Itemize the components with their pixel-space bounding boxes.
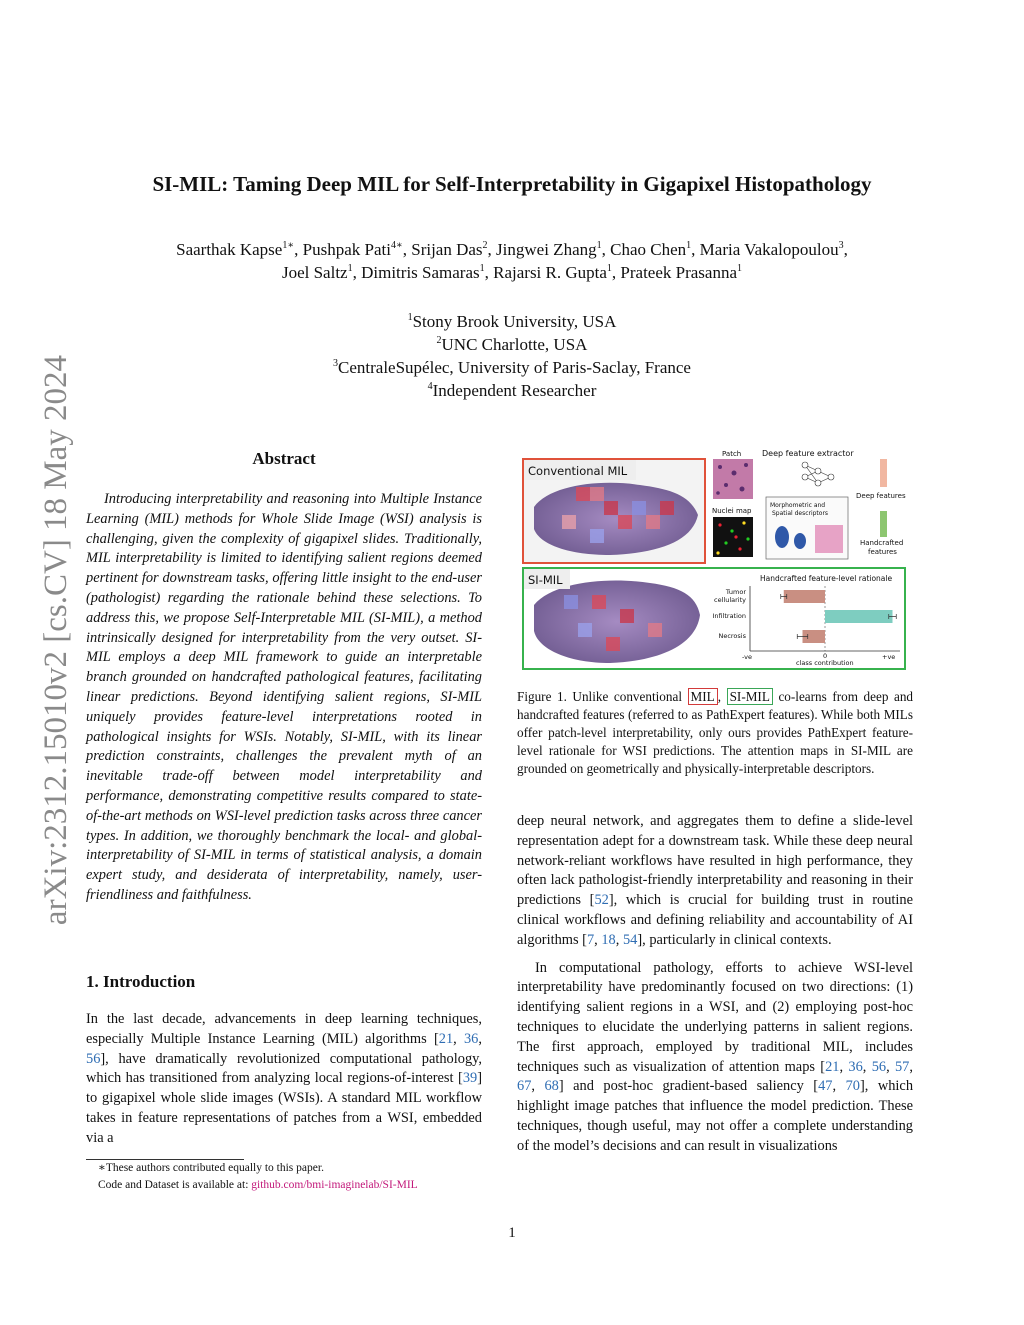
x-tick-zero: 0	[823, 652, 828, 660]
author: Pushpak Pati$^{4∗}$	[302, 240, 403, 259]
author: Prateek Prasanna$^1$	[620, 263, 743, 282]
chart-bars	[712, 588, 896, 643]
author: Saarthak Kapse$^{1∗}$	[176, 240, 295, 259]
page-number: 1	[508, 1225, 516, 1241]
x-tick-neg: -ve	[742, 653, 753, 661]
author: Jingwei Zhang$^1$	[496, 240, 602, 259]
citation-link[interactable]: 36	[463, 1030, 479, 1047]
paragraph: In computational pathology, efforts to achieve WSI-level interpretability have predominantly focused on two directions: (1) identifying salient regions in a WSI, and (2) employing post-hoc techniques to elucidate the underlying patterns in salient regions. The first approach, employed by traditional MIL, includes techniques such as visualization of attention maps [21, 36, 56, 57, 67, 68] and post-hoc gradient-based saliency [47, 70], which highlight image patches that influence the model prediction. These techniques, though useful, may not offer a complete understanding of the model’s decisions and can result in visualizations	[517, 959, 914, 1154]
citation-link[interactable]: 54	[622, 931, 638, 948]
affiliation: $^4$Independent Researcher	[427, 381, 597, 400]
handcrafted-label-1: Handcrafted	[860, 539, 904, 547]
nucleus-shape-icon	[775, 526, 789, 548]
citation-link[interactable]: 7	[586, 931, 595, 948]
introduction-text	[86, 1010, 482, 1149]
citation-link[interactable]: 21	[825, 1058, 840, 1075]
abstract-text: Introducing interpretability and reasoning into Multiple Instance Learning (MIL) methods for Whole Slide Image (WSI) analysis is challenging, given the complexity of gigapixel slides. Traditionally, MIL interpretability is limited to identifying salient regions deemed pertinent for downstream tasks, offering little insight to the end-user (pathologist) regarding the rationale behind these selections. To address this, we propose Self-Interpretable MIL (SI-MIL), a method intrinsically designed for interpretability from the very outset. SI-MIL employs a deep MIL framework to guide an interpretable branch grounded on handcrafted pathological features, facilitating linear predictions. Beyond identifying salient regions, SI-MIL uniquely provides feature-level interpretations rooted in pathological insights for WSIs. Notably, SI-MIL, with its linear prediction constraints, challenges the prevalent myth of an inevitable trade-off between model interpretability and performance, demonstrating competitive results compared to state-of-the-art methods on WSI-level prediction tasks across three cancer types. In addition, we thoroughly benchmark the local- and global-interpretability of SI-MIL in terms of statistical analysis, a domain expert study, and desiderata of interpretability, namely, user-friendliness and faithfulness.	[86, 491, 482, 903]
figure-caption: Figure 1. Unlike conventional MIL , SI-MIL co-learns from deep and handcrafted features (referred to as PathExpert features). While both MILs offer patch-level interpretability, only ours provides PathExpert feature-level rationale for WSI predictions. The attention maps in SI-MIL are grounded on geometrically and physically-interpretable descriptors.	[517, 689, 914, 776]
right-column-text	[517, 812, 913, 1157]
bar-tumor-cellularity	[784, 590, 825, 603]
deep-features-label: Deep features	[856, 492, 906, 500]
conventional-mil-label: Conventional MIL	[528, 464, 628, 478]
introduction-heading: 1. Introduction	[86, 972, 196, 991]
nuclei-map-label: Nuclei map	[712, 507, 752, 515]
author-list	[0, 238, 1024, 284]
footnote-equal-contribution: ∗These authors contributed equally to this paper.	[98, 1162, 324, 1174]
paragraph: deep neural network, and aggregates them to define a slide-level representation adept for a downstream task. While these deep neural network-reliant workflows have resulted in high performance, they often lack pathologist-friendly interpretability and reasoning in their predictions [52], which is crucial for building trust in routine clinical workflows and defining reliability and accountability of AI algorithms [7, 18, 54], particularly in clinical contexts.	[517, 813, 913, 948]
figure-1	[520, 445, 910, 673]
spatial-graph-image	[815, 525, 843, 553]
author: Srijan Das$^2$	[411, 240, 488, 259]
paragraph: In the last decade, advancements in deep learning techniques, especially Multiple Instance Learning (MIL) algorithms [21, 36, 56], have dramatically revolutionized computational pathology, which has transitioned from analyzing local regions-of-interest [39] to gigapixel whole slide images (WSIs). A standard MIL workflow takes in feature representations of patches from a WSI, embedded via a	[86, 1011, 482, 1146]
deep-feature-vector	[880, 459, 887, 487]
citation-link[interactable]: 56	[86, 1050, 101, 1067]
category-label: cellularity	[714, 596, 746, 604]
affiliation: $^2$UNC Charlotte, USA	[436, 335, 588, 354]
affiliation: $^1$Stony Brook University, USA	[407, 312, 617, 331]
arxiv-identifier: arXiv:2312.15010v2 [cs.CV] 18 May 2024	[38, 354, 74, 926]
abstract-heading: Abstract	[252, 449, 316, 468]
citation-link[interactable]: 67	[517, 1078, 532, 1095]
network-icon	[802, 462, 834, 486]
author: Rajarsi R. Gupta$^1$	[493, 263, 612, 282]
category-label: Infiltration	[712, 612, 746, 620]
x-axis-label: class contribution	[796, 659, 854, 667]
descriptor-label-2: Spatial descriptors	[772, 510, 829, 517]
descriptor-label-1: Morphometric and	[770, 502, 826, 509]
author: Joel Saltz$^1$	[281, 263, 353, 282]
citation-link[interactable]: 47	[818, 1078, 833, 1095]
handcrafted-label-2: features	[868, 548, 897, 556]
mil-highlight: MIL	[688, 688, 718, 705]
x-tick-pos: +ve	[882, 653, 896, 661]
github-link[interactable]: github.com/bmi-imaginelab/SI-MIL	[251, 1179, 418, 1191]
nucleus-shape-icon	[794, 533, 806, 549]
citation-link[interactable]: 18	[601, 931, 616, 948]
paper-title: SI-MIL: Taming Deep MIL for Self-Interpretability in Gigapixel Histopathology	[152, 172, 872, 196]
citation-link[interactable]: 70	[845, 1078, 860, 1095]
extractor-label: Deep feature extractor	[762, 449, 854, 458]
patch-label: Patch	[722, 450, 742, 458]
nuclei-map-image	[713, 517, 753, 557]
bar-infiltration	[825, 610, 893, 623]
chart-title: Handcrafted feature-level rationale	[760, 574, 893, 583]
si-mil-label: SI-MIL	[528, 573, 563, 587]
citation-link[interactable]: 39	[462, 1070, 478, 1087]
citation-link[interactable]: 52	[594, 892, 609, 909]
citation-link[interactable]: 21	[438, 1030, 454, 1047]
category-label: Tumor	[725, 588, 746, 596]
author: Dimitris Samaras$^1$	[361, 263, 485, 282]
footnote-code: Code and Dataset is available at: github.com/bmi-imaginelab/SI-MIL	[98, 1179, 418, 1191]
affiliation: $^3$CentraleSupélec, University of Paris-Saclay, France	[333, 358, 691, 377]
si-mil-highlight: SI-MIL	[727, 688, 773, 705]
author-line-1: Saarthak Kapse$^{1∗}$, Pushpak Pati$^{4∗}$, Srijan Das$^2$, Jingwei Zhang$^1$, Chao Chen$^1$, Maria Vakalopoulou$^3$,	[176, 240, 848, 259]
handcrafted-feature-vector	[880, 511, 887, 537]
author: Maria Vakalopoulou$^3$	[699, 240, 844, 259]
affiliations	[0, 310, 1024, 402]
author-line-2: Joel Saltz$^1$, Dimitris Samaras$^1$, Rajarsi R. Gupta$^1$, Prateek Prasanna$^1$	[281, 263, 743, 282]
author: Chao Chen$^1$	[610, 240, 692, 259]
category-label: Necrosis	[718, 632, 746, 640]
citation-link[interactable]: 56	[871, 1058, 887, 1075]
citation-link[interactable]: 68	[544, 1078, 559, 1095]
footnotes	[86, 1160, 506, 1194]
citation-link[interactable]: 36	[848, 1058, 863, 1075]
citation-link[interactable]: 57	[894, 1058, 910, 1075]
